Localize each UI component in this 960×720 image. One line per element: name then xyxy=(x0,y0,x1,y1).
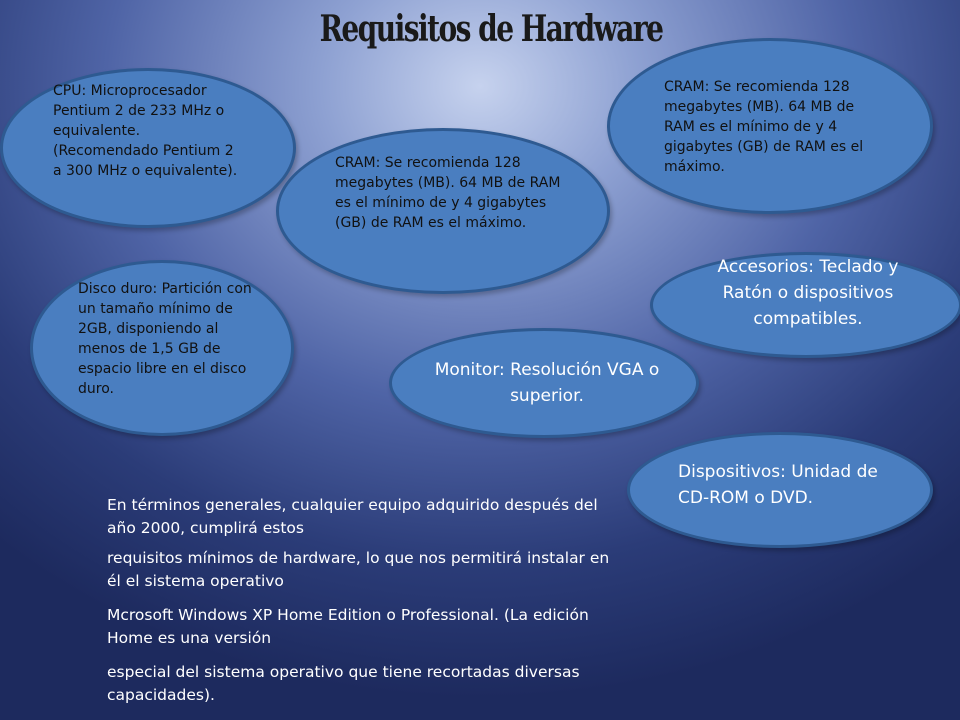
slide-title: Requisitos de Hardware xyxy=(319,8,663,50)
monitor-text: Monitor: Resolución VGA o superior. xyxy=(434,360,660,406)
intro-paragraph-2: requisitos mínimos de hardware, lo que nos permitirá instalar en él el sistema operativo xyxy=(107,549,610,590)
intro-paragraph-1: En términos generales, cualquier equipo adquirido después del año 2000, cumplirá estos xyxy=(107,496,598,537)
cpu-text: CPU: Microprocesador Pentium 2 de 233 MHz o equivalente. (Recomendado Pentium 2 a 300 MHz o equivalente). xyxy=(53,83,238,179)
accesorios-bubble xyxy=(650,252,960,358)
monitor-bubble xyxy=(389,328,699,438)
disco-text: Disco duro: Partición con un tamaño mínimo de 2GB, disponiendo al menos de 1,5 GB de espacio libre en el disco duro. xyxy=(78,281,252,397)
cram-center-bubble xyxy=(276,128,610,294)
intro-paragraph-4: especial del sistema operativo que tiene recortadas diversas capacidades). xyxy=(107,663,580,704)
cram-right-text: CRAM: Se recomienda 128 megabytes (MB). 64 MB de RAM es el mínimo de y 4 gigabytes (GB) de RAM es el máximo. xyxy=(664,79,864,175)
intro-paragraph-3: Mcrosoft Windows XP Home Edition o Professional. (La edición Home es una versión xyxy=(107,606,589,647)
cpu-bubble xyxy=(0,68,296,228)
cram-right-bubble xyxy=(607,38,933,214)
dispositivos-bubble xyxy=(627,432,933,548)
accesorios-text: Accesorios: Teclado y Ratón o dispositivos compatibles. xyxy=(717,257,899,329)
cram-center-text: CRAM: Se recomienda 128 megabytes (MB). 64 MB de RAM es el mínimo de y 4 gigabytes (GB) de RAM es el máximo. xyxy=(335,155,561,231)
dispositivos-text: Dispositivos: Unidad de CD-ROM o DVD. xyxy=(678,462,878,508)
disco-bubble xyxy=(30,260,294,436)
